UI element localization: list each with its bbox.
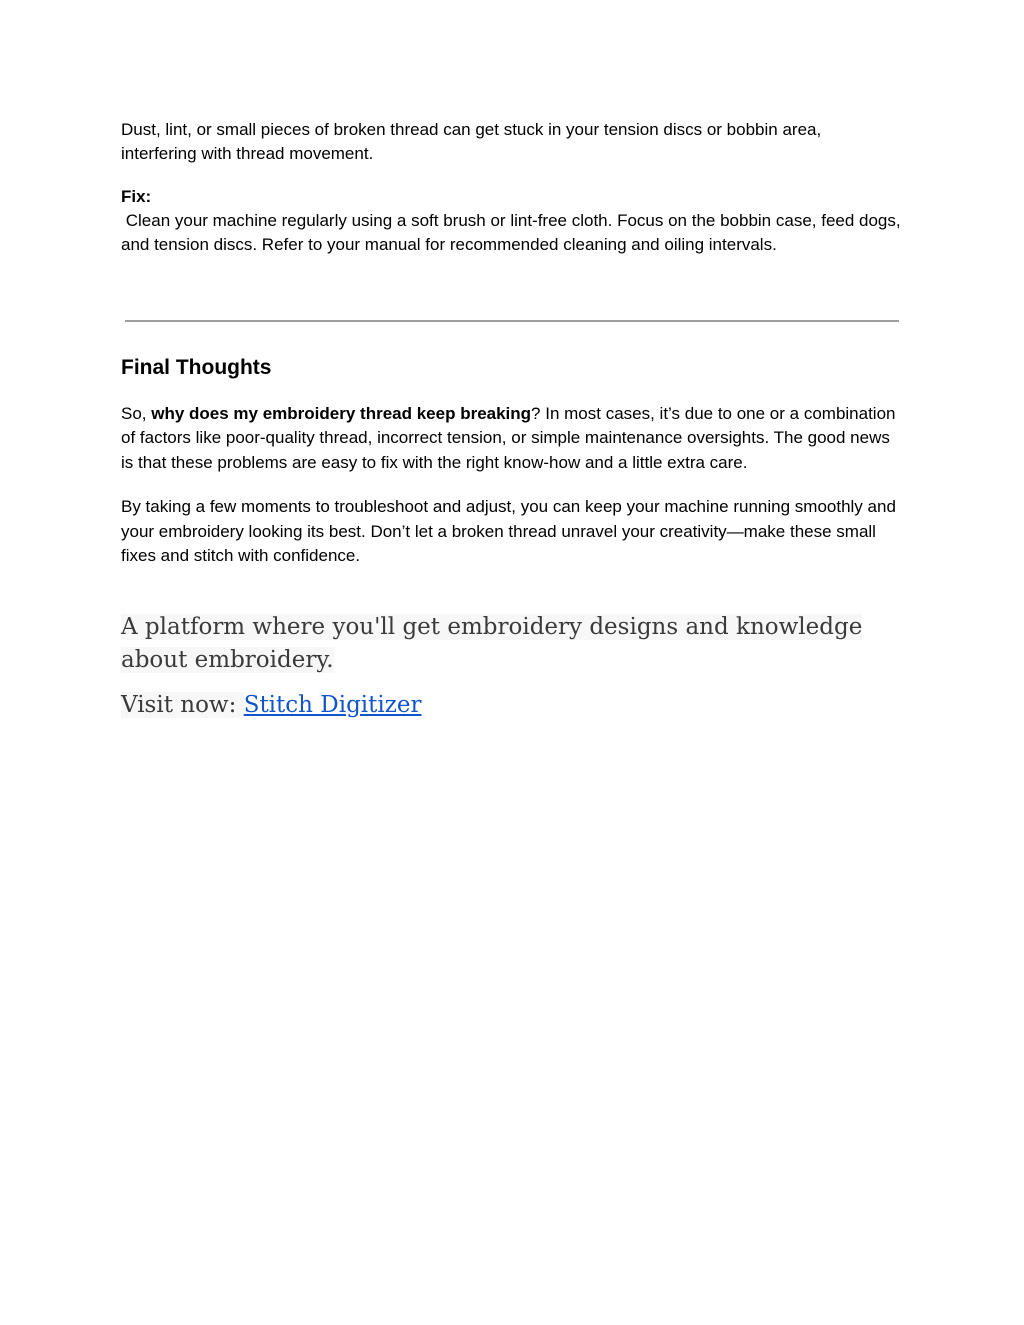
section-dust-lint: [121, 118, 906, 258]
final-thoughts-paragraph-1: [121, 402, 901, 475]
final-thoughts-body: [121, 402, 901, 588]
p1-bold-question: why does my embroidery thread keep breaking: [151, 404, 532, 423]
p1-prefix: So,: [121, 404, 152, 423]
horizontal-divider: [125, 320, 899, 322]
dust-lint-paragraph: Dust, lint, or small pieces of broken thread can get stuck in your tension discs or bobbin area, interfering with thread movement.: [121, 120, 822, 164]
final-thoughts-paragraph-2: By taking a few moments to troubleshoot and adjust, you can keep your machine running smoothly and your embroidery looking its best. Don’t let a broken thread unravel your creativity—make these small fixes and stitch with confidence.: [121, 497, 896, 566]
final-thoughts-heading: Final Thoughts: [121, 356, 272, 379]
promo-tagline: [121, 611, 881, 677]
promo-tagline-text: A platform where you'll get embroidery designs and knowledge about embroidery.: [121, 614, 863, 673]
stitch-digitizer-link[interactable]: Stitch Digitizer: [243, 692, 422, 718]
promo-block: [121, 611, 881, 734]
visit-prefix: Visit now:: [121, 692, 244, 718]
visit-line: [121, 689, 881, 722]
fix-text: Clean your machine regularly using a soft brush or lint-free cloth. Focus on the bobbin case, feed dogs, and tension discs. Refer to your manual for recommended cleaning and oiling intervals.: [121, 210, 906, 255]
p1-rest: ? In most cases, it’s due to one or a combination of factors like poor-quality thread, incorrect tension, or simple maintenance oversights. The good news is that these problems are easy to fix with the right know-how and a little extra care.: [121, 404, 896, 472]
fix-label: Fix:: [121, 186, 152, 206]
